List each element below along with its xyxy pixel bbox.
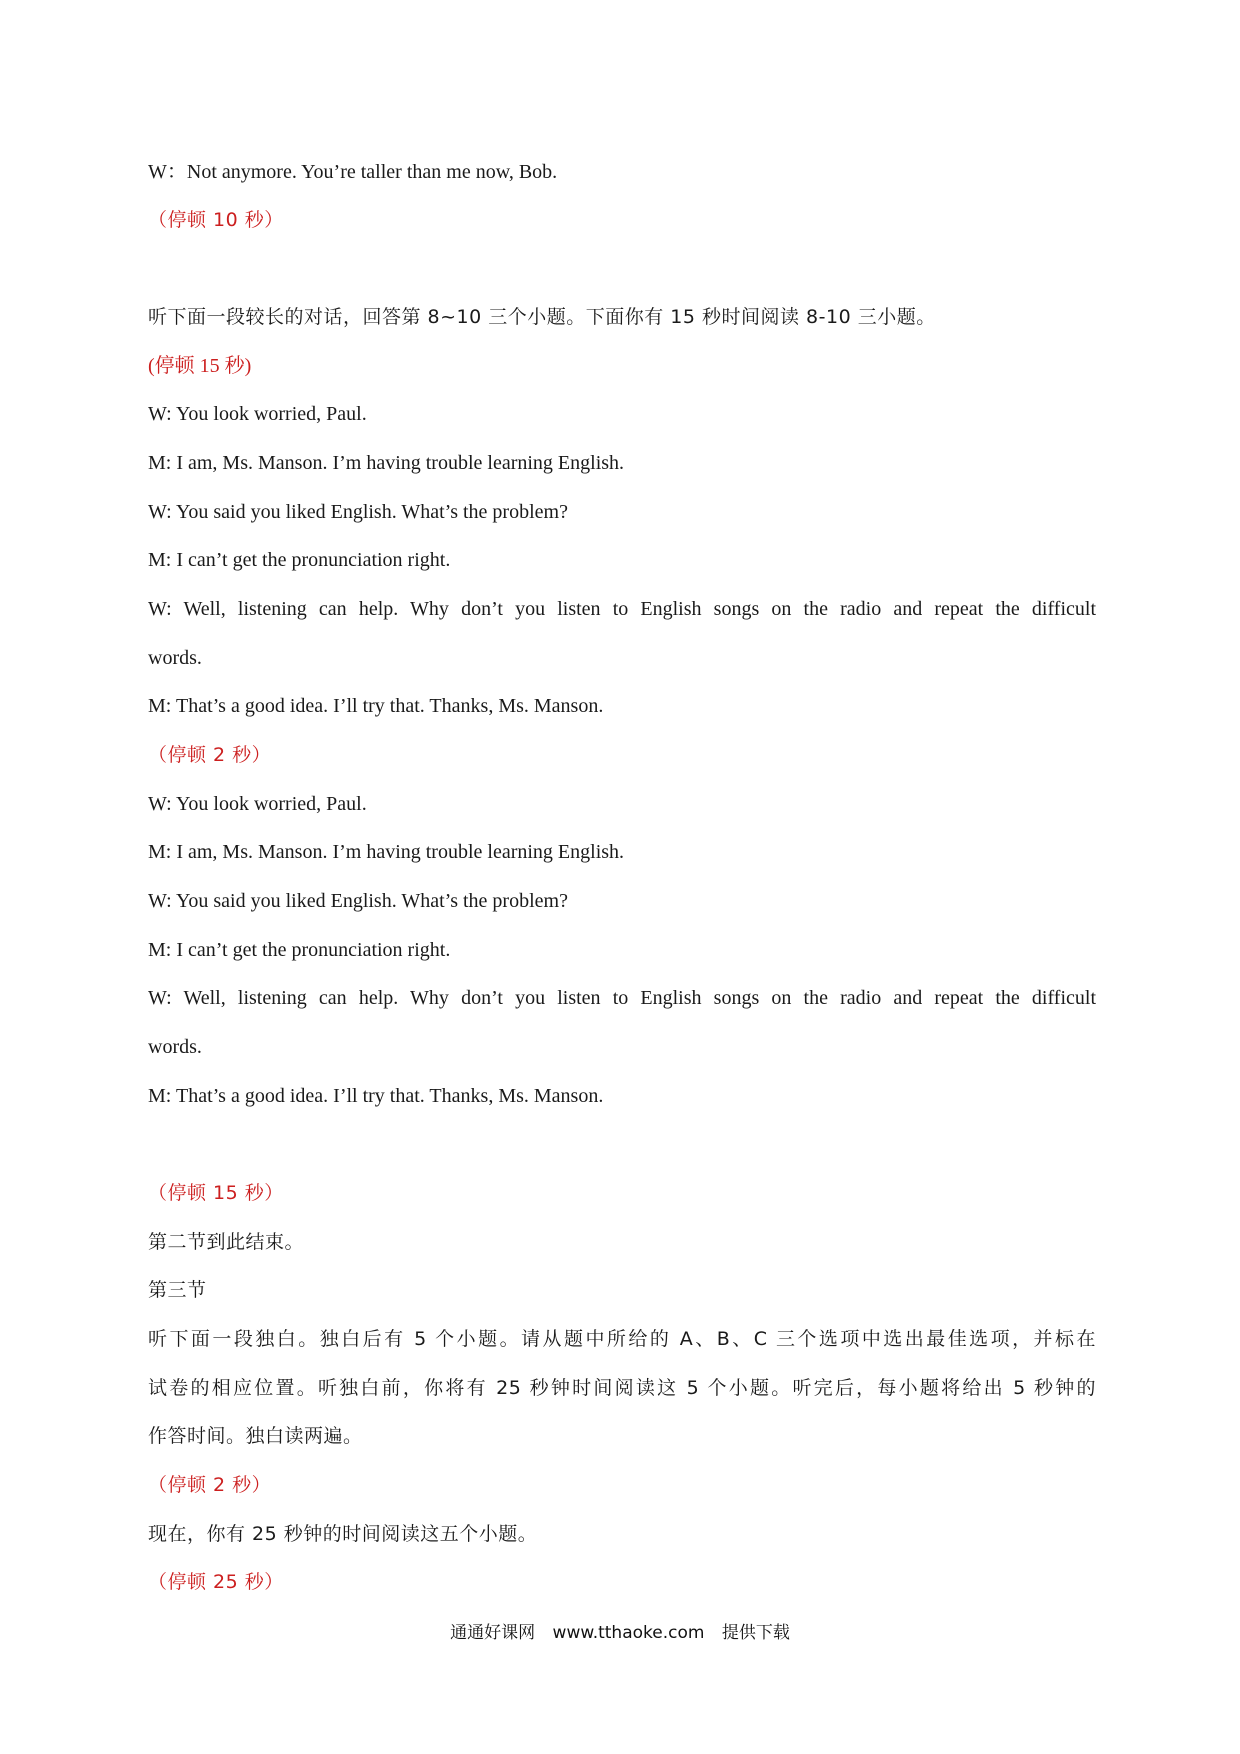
dialogue-line: W: You said you liked English. What’s the problem?: [148, 501, 568, 523]
pause-note: （停顿 15 秒）: [148, 1182, 284, 1204]
dialogue-line: W: You look worried, Paul.: [148, 403, 367, 425]
dialogue-line: words.: [148, 647, 202, 669]
dialogue-line: words.: [148, 1036, 202, 1058]
pause-note: (停顿 15 秒): [148, 355, 252, 377]
dialogue-line: M: That’s a good idea. I’ll try that. Thanks, Ms. Manson.: [148, 1085, 604, 1107]
pause-note: （停顿 2 秒）: [148, 1474, 272, 1496]
section-heading: 第三节: [148, 1279, 207, 1301]
dialogue-line: M: I can’t get the pronunciation right.: [148, 549, 451, 571]
instruction-text: 听下面一段较长的对话，回答第 8~10 三个小题。下面你有 15 秒时间阅读 8-10 三小题。: [148, 306, 936, 328]
footer-url[interactable]: www.tthaoke.com: [552, 1623, 705, 1643]
pause-note: （停顿 10 秒）: [148, 209, 284, 231]
dialogue-line: W：Not anymore. You’re taller than me now, Bob.: [148, 161, 558, 183]
instruction-text: 作答时间。独白读两遍。: [148, 1425, 363, 1447]
dialogue-line: W: You said you liked English. What’s the problem?: [148, 890, 568, 912]
instruction-text: 试卷的相应位置。听独白前，你将有 25 秒钟时间阅读这 5 个小题。听完后，每小题将给出 5 秒钟的: [148, 1377, 1096, 1399]
page-footer: [0, 1618, 1240, 1643]
instruction-text: 现在，你有 25 秒钟的时间阅读这五个小题。: [148, 1523, 538, 1545]
instruction-text: 听下面一段独白。独白后有 5 个小题。请从题中所给的 A、B、C 三个选项中选出最佳选项，并标在: [148, 1328, 1096, 1350]
dialogue-line: W: Well, listening can help. Why don’t you listen to English songs on the radio and repeat the difficult: [148, 987, 1096, 1009]
footer-site-name: 通通好课网: [450, 1623, 536, 1643]
dialogue-line: M: I am, Ms. Manson. I’m having trouble learning English.: [148, 452, 625, 474]
dialogue-line: W: Well, listening can help. Why don’t you listen to English songs on the radio and repeat the difficult: [148, 598, 1096, 620]
dialogue-line: M: That’s a good idea. I’ll try that. Thanks, Ms. Manson.: [148, 695, 604, 717]
dialogue-line: M: I can’t get the pronunciation right.: [148, 939, 451, 961]
footer-download-text: 提供下载: [721, 1623, 790, 1643]
dialogue-line: W: You look worried, Paul.: [148, 793, 367, 815]
pause-note: （停顿 25 秒）: [148, 1571, 284, 1593]
pause-note: （停顿 2 秒）: [148, 744, 272, 766]
dialogue-line: M: I am, Ms. Manson. I’m having trouble learning English.: [148, 841, 625, 863]
section-end-text: 第二节到此结束。: [148, 1231, 305, 1253]
